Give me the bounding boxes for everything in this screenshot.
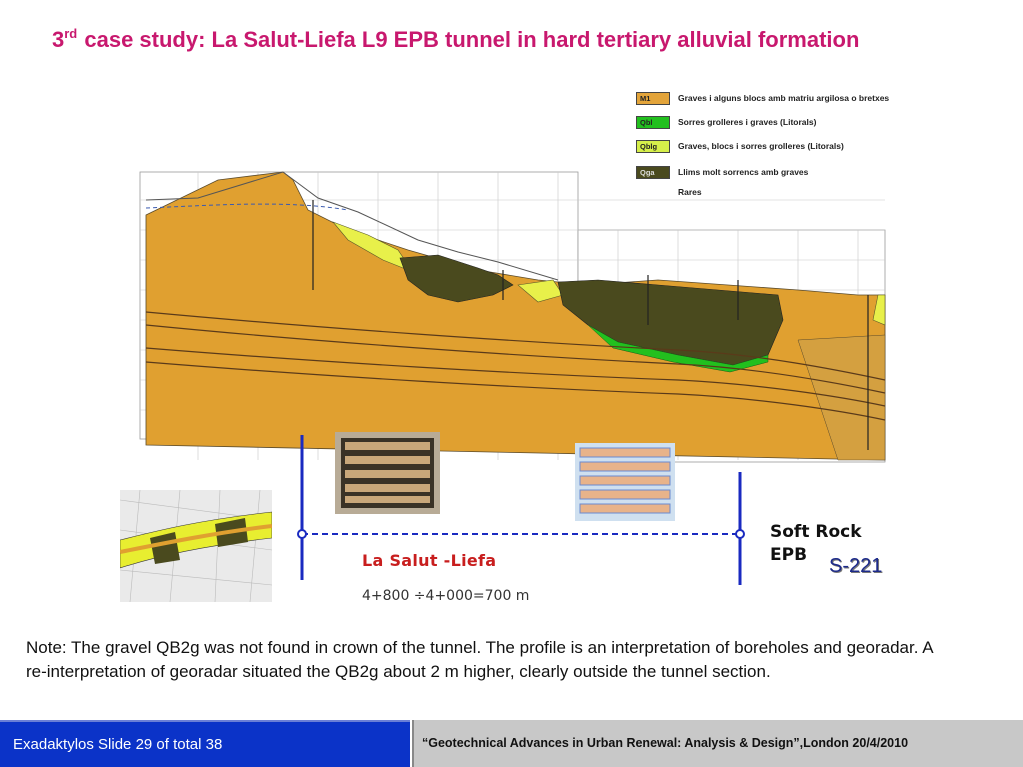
slide-title: 3rd case study: La Salut-Liefa L9 EPB tunnel in hard tertiary alluvial formation xyxy=(52,26,860,52)
legend-item-m1: M1 Graves i alguns blocs amb matriu argilosa o bretxes xyxy=(636,91,889,105)
plan-map xyxy=(120,490,272,602)
footer-slide-info: Exadaktylos Slide 29 of total 38 xyxy=(0,720,410,767)
legend-item-qblg: Qblg Graves, blocs i sorres grolleres (Litorals) xyxy=(636,139,844,153)
legend-extra: Rares xyxy=(678,187,702,197)
tunnel-type: Soft Rock EPB xyxy=(770,522,862,565)
machine-label: S-221 xyxy=(829,555,883,577)
chainage-label: 4+800 ÷4+000=700 m xyxy=(362,588,530,604)
footer-conference: “Geotechnical Advances in Urban Renewal: Analysis & Design”,London 20/4/2010 xyxy=(412,720,1023,767)
legend-item-qga: Qga Llims molt sorrencs amb graves xyxy=(636,165,808,179)
chainage-markers xyxy=(290,430,750,590)
note-text: Note: The gravel QB2g was not found in crown of the tunnel. The profile is an interpretation of boreholes and georadar. A re-interpretation of georadar situated the QB2g about 2 m higher, clearly outside the tunnel section. xyxy=(26,638,933,681)
section-label: La Salut -Liefa xyxy=(362,551,497,570)
legend-item-qbl: Qbl Sorres grolleres i graves (Litorals) xyxy=(636,115,816,129)
